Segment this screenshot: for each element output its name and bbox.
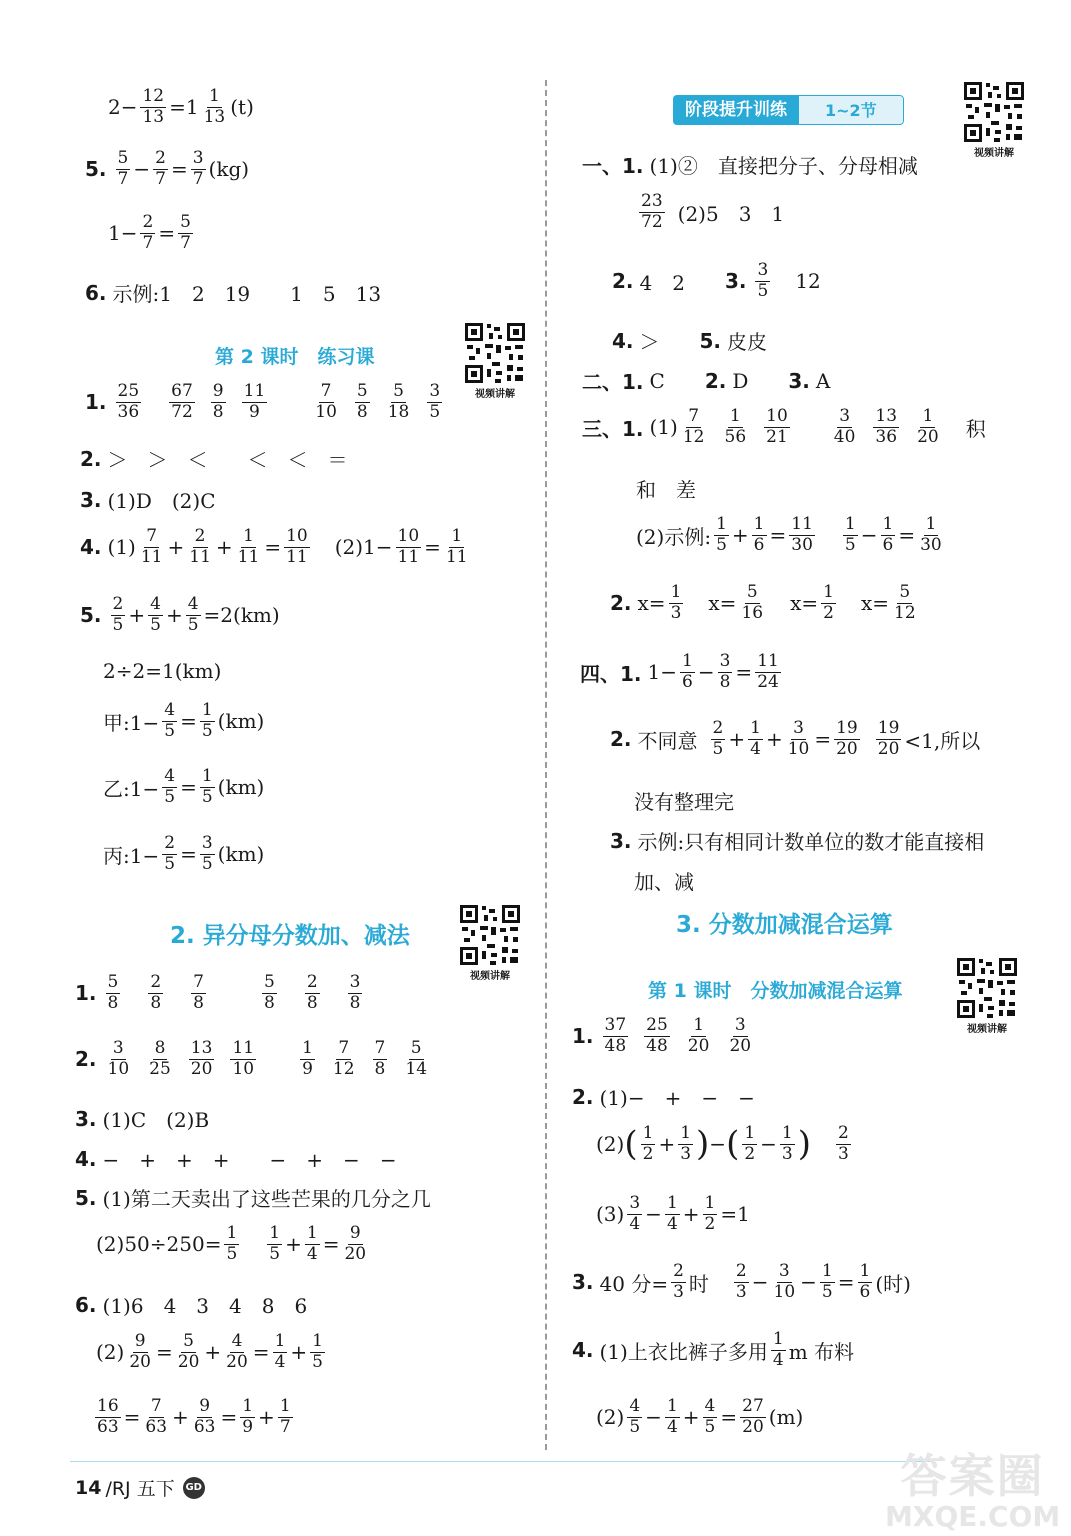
section2-title: 2. 异分母分数加、减法 [170, 923, 410, 949]
m-q2: 2. (1)− + − − [572, 1084, 755, 1110]
l2-q5-yi: 乙:1− $\frac{4}{5}$ = $\frac{1}{5}$ (km) [103, 766, 265, 807]
qr-code-icon[interactable] [955, 956, 1019, 1035]
badge-label: 阶段提升训练 [673, 95, 799, 125]
gd-badge: GD [183, 1477, 205, 1499]
m-q3: 3. 40 分= $\frac{2}{3}$ 时 $\frac{2}{3}$ − $\frac{3}{10}$ − $\frac{1}{5}$ = $\frac{1}{6}$ (时) [572, 1261, 911, 1302]
m-q4-line2: (2) $\frac{4}{5}$ − $\frac{1}{4}$ + $\frac{4}{5}$ = $\frac{27}{20}$ (m) [596, 1396, 804, 1437]
stage-training-badge [673, 95, 904, 125]
l2-q4: 4. (1) $\frac{7}{11}$ + $\frac{2}{11}$ + $\frac{1}{11}$ = $\frac{10}{11}$ (2)1− $\frac{10}{11}$ = $\frac{1}{11}$ [80, 526, 468, 567]
s2-q5: 5. (1)第二天卖出了这些芒果的几分之几 [75, 1185, 431, 1211]
qr-code-icon[interactable] [962, 80, 1026, 159]
r-i1-line2: $\frac{23}{72}$ (2)5 3 1 [641, 191, 785, 232]
s2-q6: 6. (1)6 4 3 4 8 6 [75, 1292, 308, 1318]
left-q5-line2: 1− $\frac{2}{7}$ = $\frac{5}{7}$ [108, 212, 191, 253]
lesson2-title: 第 2 课时 练习课 [215, 346, 375, 368]
m-q1: 1. $\frac{37}{48}$ $\frac{25}{48}$ $\frac{1}{20}$ $\frac{3}{20}$ [572, 1015, 752, 1056]
r-iv1: 四、1. 1− $\frac{1}{6}$ − $\frac{3}{8}$ = $\frac{11}{24}$ [580, 651, 779, 692]
badge-range: 1~2节 [799, 95, 904, 125]
r-iii1-line2: 和 差 [636, 478, 696, 502]
l2-q5: 5. $\frac{2}{5}$ + $\frac{4}{5}$ + $\frac{4}{5}$ =2(km) [80, 594, 280, 635]
m-q2-line2: (2) ( $\frac{1}{2}$ + $\frac{1}{3}$ ) − ( $\frac{1}{2}$ − $\frac{1}{3}$ ) $\frac{2}{3}$ [596, 1122, 849, 1164]
r-ii: 二、1. C 2. D 3. A [582, 368, 831, 394]
left-top-equation: 2− $\frac{12}{13}$ =1 $\frac{1}{13}$ (t) [108, 86, 254, 127]
qr-caption: 视频讲解 [475, 389, 515, 400]
l2-q5-bing: 丙:1− $\frac{2}{5}$ = $\frac{3}{5}$ (km) [103, 833, 265, 874]
footer-rule [70, 1461, 930, 1462]
s2-q6-line3: $\frac{16}{63}$ = $\frac{7}{63}$ + $\frac{9}{63}$ = $\frac{1}{9}$ + $\frac{1}{7}$ [97, 1396, 291, 1437]
r-i1: 一、1. (1)② 直接把分子、分母相减 [582, 154, 918, 178]
r-iv2: 2. 不同意 $\frac{2}{5}$ + $\frac{1}{4}$ + $\frac{3}{10}$ = $\frac{19}{20}$ $\frac{19}{20}$ <1,所以 [610, 718, 981, 759]
s2-q1: 1. $\frac{5}{8}$ $\frac{2}{8}$ $\frac{7}{8}$ $\frac{5}{8}$ $\frac{2}{8}$ $\frac{3}{8}$ [75, 972, 361, 1013]
l2-q5-line2: 2÷2=1(km) [103, 659, 222, 683]
section3-title: 3. 分数加减混合运算 [676, 912, 893, 938]
r-iii1-line3: (2)示例: $\frac{1}{5}$ + $\frac{1}{6}$ = $\frac{11}{30}$ $\frac{1}{5}$ − $\frac{1}{6}$ = $\frac{1}{30}$ [636, 514, 942, 555]
s2-q2: 2. $\frac{3}{10}$ $\frac{8}{25}$ $\frac{13}{20}$ $\frac{11}{10}$ $\frac{1}{9}$ $\frac{7}{12}$ $\frac{7}{8}$ $\frac{5}{14}$ [75, 1038, 428, 1079]
s2-q6-line2: (2) $\frac{9}{20}$ = $\frac{5}{20}$ + $\frac{4}{20}$ = $\frac{1}{4}$ + $\frac{1}{5}$ [96, 1331, 323, 1372]
l2-q2: 2. ＞ ＞ ＜ ＜ ＜ ＝ [80, 446, 348, 472]
lesson1-title: 第 1 课时 分数加减混合运算 [648, 980, 903, 1002]
l2-q1: 1. $\frac{25}{36}$ $\frac{67}{72}$ $\frac{9}{8}$ $\frac{11}{9}$ $\frac{7}{10}$ $\frac{5}{8}$ $\frac{5}{18}$ $\frac{3}{5}$ [85, 381, 441, 422]
qr-code-icon[interactable] [458, 903, 522, 982]
watermark-logo: 答案圈 MXQE.COM [885, 1449, 1061, 1533]
column-divider [545, 80, 547, 1450]
s2-q4: 4. − + + + − + − − [75, 1146, 397, 1172]
s2-q3: 3. (1)C (2)B [75, 1106, 210, 1132]
left-q6: 6. 示例:1 2 19 1 5 13 [85, 280, 382, 306]
qr-caption: 视频讲解 [470, 971, 510, 982]
l2-q3: 3. (1)D (2)C [80, 487, 216, 513]
r-i2-i3: 2. 4 2 3. $\frac{3}{5}$ 12 [612, 260, 821, 301]
s2-q5-line2: (2)50÷250= $\frac{1}{5}$ $\frac{1}{5}$ + $\frac{1}{4}$ = $\frac{9}{20}$ [96, 1223, 367, 1264]
r-i4-i5: 4. ＞ 5. 皮皮 [612, 328, 768, 354]
l2-q5-jia: 甲:1− $\frac{4}{5}$ = $\frac{1}{5}$ (km) [103, 700, 265, 741]
footer-text: /RJ 五下 [105, 1478, 175, 1500]
r-iv3: 3. 示例:只有相同计数单位的数才能直接相 [610, 828, 985, 854]
qr-caption: 视频讲解 [967, 1024, 1007, 1035]
qr-code-icon[interactable] [463, 321, 527, 400]
left-q5: 5. $\frac{5}{7}$ − $\frac{2}{7}$ = $\frac{3}{7}$ (kg) [85, 148, 250, 189]
qr-caption: 视频讲解 [974, 148, 1014, 159]
r-iii2: 2. x= $\frac{1}{3}$ x= $\frac{5}{16}$ x= $\frac{1}{2}$ x= $\frac{5}{12}$ [610, 582, 916, 623]
r-iv3-line2: 加、减 [634, 870, 694, 894]
page-footer [75, 1474, 205, 1501]
m-q4: 4. (1)上衣比裤子多用 $\frac{1}{4}$ m 布料 [572, 1329, 855, 1370]
m-q2-line3: (3) $\frac{3}{4}$ − $\frac{1}{4}$ + $\frac{1}{2}$ =1 [596, 1193, 750, 1234]
r-iv2-line2: 没有整理完 [634, 790, 734, 814]
page-number: 14 [75, 1476, 102, 1499]
r-iii1: 三、1. (1) $\frac{7}{12}$ $\frac{1}{56}$ $\frac{10}{21}$ $\frac{3}{40}$ $\frac{13}{36}$ $\frac{1}{20}$ 积 [582, 406, 986, 447]
